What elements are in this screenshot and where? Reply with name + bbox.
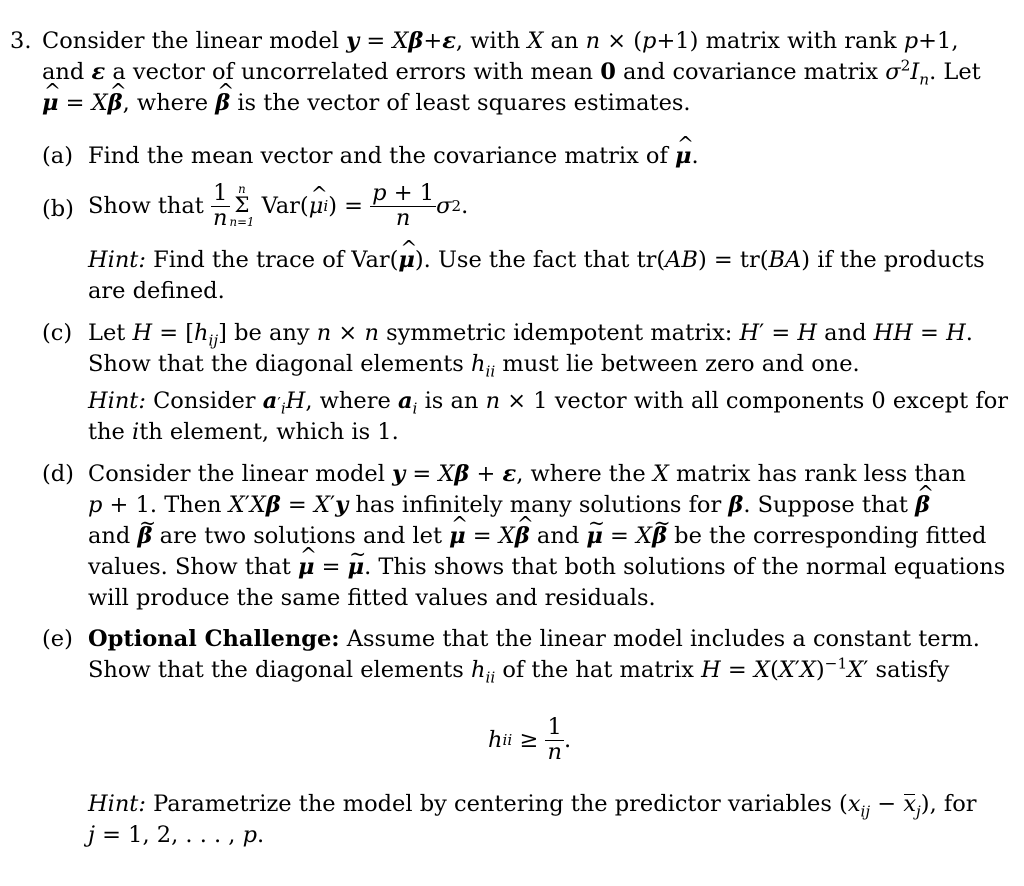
hint-text: , for <box>929 791 977 817</box>
part-c-label: (c) <box>42 320 73 346</box>
part-d-line-3: and β ~ are two solutions and let μ ^ = Xβ ^ and μ ~ = Xβ ~ be the corresponding fitted <box>88 525 986 548</box>
hint-text: Parametrize the model by centering the predictor variables <box>153 791 832 817</box>
part-d-text: has infinitely many solutions for <box>355 492 722 518</box>
hint-text: , where <box>305 388 391 414</box>
part-d-text: matrix has rank less than <box>676 461 966 487</box>
part-d-label: (d) <box>42 461 74 487</box>
hint-text: Find the trace of Var( <box>153 247 399 273</box>
part-d-text: . Suppose that <box>743 492 908 518</box>
part-c-text: Let <box>88 320 126 346</box>
fraction-one-over-n: $\frac{1}{n}$ <box>547 713 562 765</box>
part-d-text: . This shows that both solutions of the normal equations <box>364 554 1006 580</box>
part-b-label: (b) <box>42 196 74 222</box>
part-e-text: Assume that the linear model includes a constant term. <box>346 626 980 652</box>
part-c-text: be any <box>234 320 310 346</box>
part-d-text: , where the <box>516 461 646 487</box>
part-e-text: of the hat matrix <box>502 657 694 683</box>
part-e-label: (e) <box>42 626 73 652</box>
intro-text: with <box>470 28 521 54</box>
intro-text: an <box>550 28 579 54</box>
part-d-text: Consider the linear model <box>88 461 385 487</box>
optional-challenge-title: Optional Challenge: <box>88 626 340 652</box>
hint-text: ). Use the fact that tr( <box>414 247 666 273</box>
hint-text: ) if the products <box>801 247 985 273</box>
part-e-line-1 <box>88 628 980 651</box>
part-a-statement: Find the mean vector and the covariance matrix of <box>88 143 668 169</box>
hint-text: vector with all components 0 except for <box>554 388 1009 414</box>
part-d-text: are two solutions and let <box>159 523 442 549</box>
intro-text: and covariance matrix <box>623 59 879 85</box>
hint-text: th element, which is 1. <box>139 419 399 445</box>
part-c-hint-line-1: Hint: Consider $a'_iH$, where $a_i$ is an n × 1 vector with all components 0 except for <box>88 388 1009 418</box>
part-c-text: Show that the diagonal elements <box>88 351 464 377</box>
problem-number: 3. <box>10 28 32 54</box>
part-c-text: must lie between zero and one. <box>502 351 860 377</box>
part-d-text: be the corresponding fitted <box>674 523 987 549</box>
intro-text: and <box>42 59 85 85</box>
hint-text: is an <box>424 388 479 414</box>
part-b-statement: Show that <box>88 192 204 219</box>
part-b-text: Show that $\frac{1}{n}$ n Σ n=1 Var( μ ^ i ) = $\frac{p + 1}{n}$ σ 2 . <box>88 181 468 231</box>
part-c-text: and <box>824 320 867 346</box>
hint-label: Hint: <box>88 388 146 414</box>
part-d-text: and <box>536 523 580 549</box>
part-e-line-2: Show that the diagonal elements $h_{ii}$ of the hat matrix $H = X(X'X)^{-1}X'$ satisfy <box>88 654 950 687</box>
part-c-text: symmetric idempotent matrix: <box>386 320 733 346</box>
part-e-hint-line-2: j = 1, 2, . . . , p. <box>88 822 265 848</box>
part-e-text: satisfy <box>875 657 950 683</box>
intro-line-3: μ ^ = Xβ ^, where β ^ is the vector of least squares estimates. <box>42 92 691 115</box>
part-d-line-1: Consider the linear model y = Xβ + ε, where the X matrix has rank less than <box>88 461 966 487</box>
intro-text: is the vector of least squares estimates. <box>237 90 691 116</box>
fraction-one-over-n: $\frac{1}{n}$ <box>213 179 228 231</box>
part-e-hint-line-1: Hint: Parametrize the model by centering the predictor variables $(x_{ij} - x_j)$, for <box>88 791 977 821</box>
summation: n Σ n=1 <box>229 182 255 229</box>
part-d-line-4: values. Show that μ ^ = μ ~. This shows that both solutions of the normal equations <box>88 556 1005 579</box>
variance-text: Var( <box>261 192 309 219</box>
intro-text: , where <box>122 90 209 116</box>
intro-text: a vector of uncorrelated errors with mean <box>112 59 594 85</box>
intro-line-1: Consider the linear model y = Xβ+ε, with X an n × (p+1) matrix with rank p+1, <box>42 28 959 54</box>
part-a-label: (a) <box>42 143 73 169</box>
part-c-line-2: Show that the diagonal elements $h_{ii}$ must lie between zero and one. <box>88 351 860 381</box>
hint-text: the <box>88 419 125 445</box>
hii-inequality: h ii ≥ $\frac{1}{n}$ . <box>488 713 572 765</box>
intro-line-2: and ε a vector of uncorrelated errors with mean 0 and covariance matrix $\sigma^2I_n$. Let <box>42 56 981 89</box>
hint-label: Hint: <box>88 791 146 817</box>
part-d-line-2: p + 1. Then X′Xβ = X′y has infinitely many solutions for β. Suppose that β ^ <box>88 494 930 517</box>
intro-text: Let <box>943 59 981 85</box>
part-b-hint-line-1: Hint: Find the trace of Var(μ ^). Use the fact that tr(AB) = tr(BA) if the products <box>88 249 985 272</box>
part-b-hint-line-2: are defined. <box>88 278 225 304</box>
part-c-hint-line-2: the ith element, which is 1. <box>88 419 399 445</box>
part-d-line-5: will produce the same fitted values and residuals. <box>88 585 656 611</box>
part-d-text: values. Show that <box>88 554 291 580</box>
hint-text: Consider <box>153 388 256 414</box>
fraction-p-plus-1-over-n: $\frac{p + 1}{n}$ <box>372 179 435 231</box>
part-c-line-1: Let $H = [h_{ij}]$ be any n × n symmetric idempotent matrix: H′ = H and HH = H. <box>88 320 973 350</box>
part-d-text: . Then <box>149 492 222 518</box>
part-e-text: Show that the diagonal elements <box>88 657 464 683</box>
hint-text: = 1, 2, . . . , <box>102 822 236 848</box>
part-a-text: Find the mean vector and the covariance matrix of μ ^. <box>88 145 699 168</box>
intro-text: Consider the linear model <box>42 28 339 54</box>
hint-text: ) = tr( <box>697 247 769 273</box>
part-d-text: and <box>88 523 131 549</box>
hint-label: Hint: <box>88 247 146 273</box>
intro-text: matrix with rank <box>705 28 897 54</box>
